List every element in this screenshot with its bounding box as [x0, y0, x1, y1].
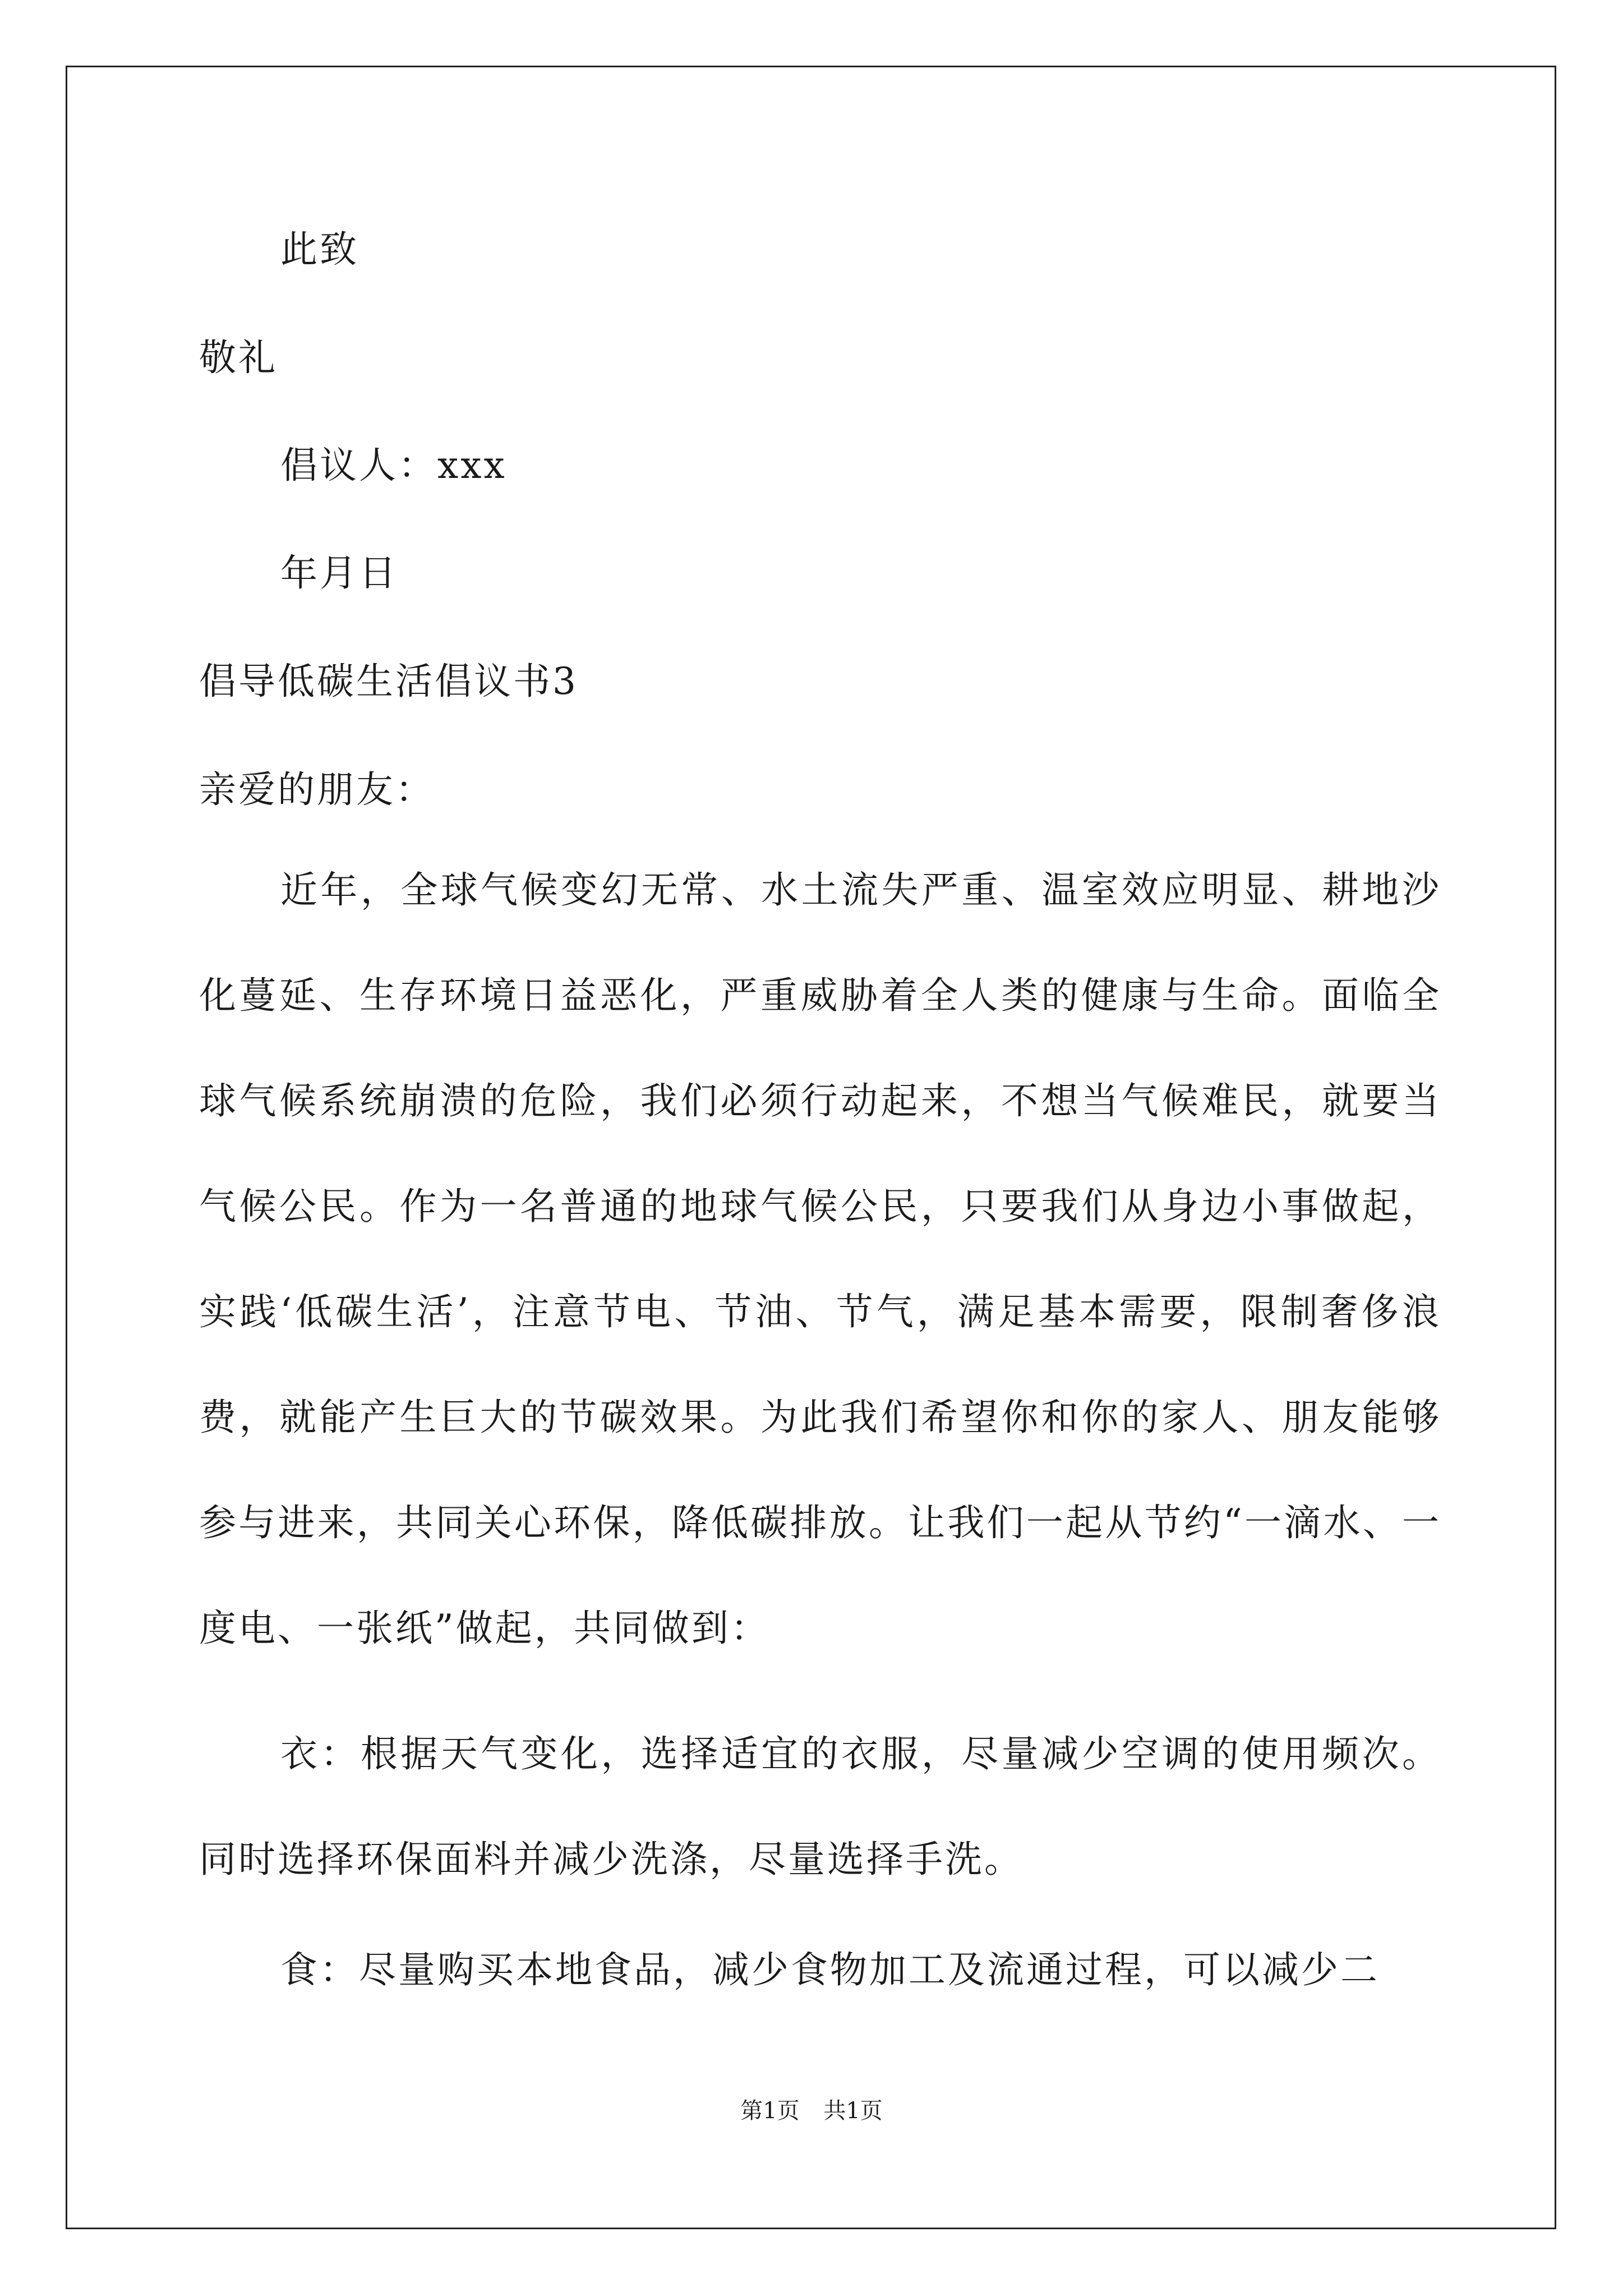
date-line: 年月日: [280, 551, 398, 595]
body-paragraph: 衣：根据天气变化，选择适宜的衣服，尽量减少空调的使用频次。同时选择环保面料并减少洗涤，尽量选择手洗。: [199, 1732, 1441, 1881]
page-footer: 第1页 共1页: [740, 2098, 883, 2124]
closing-line: 此致: [280, 228, 359, 271]
greeting: 亲爱的朋友：: [199, 768, 435, 811]
proposer-line: 倡议人：xxx: [280, 444, 507, 487]
body-paragraph: 食：尽量购买本地食品，减少食物加工及流通过程，可以减少二: [280, 1948, 1380, 1991]
body-paragraph: 近年，全球气候变幻无常、水土流失严重、温室效应明显、耕地沙化蔓延、生存环境日益恶化，严重威胁着全人类的健康与生命。面临全球气候系统崩溃的危险，我们必须行动起来，不想当气候难民，就要当气候公民。作为一名普通的地球气候公民，只要我们从身边小事做起，实践‘低碳生活’，注意节电、节油、节气，满足基本需要，限制奢侈浪费，就能产生巨大的节碳效果。为此我们希望你和你的家人、朋友能够参与进来，共同关心环保，降低碳排放。让我们一起从节约“一滴水、一度电、一张纸”做起，共同做到：: [199, 868, 1441, 1650]
salutation-close: 敬礼: [199, 336, 278, 379]
document-title: 倡导低碳生活倡议书3: [199, 660, 578, 703]
